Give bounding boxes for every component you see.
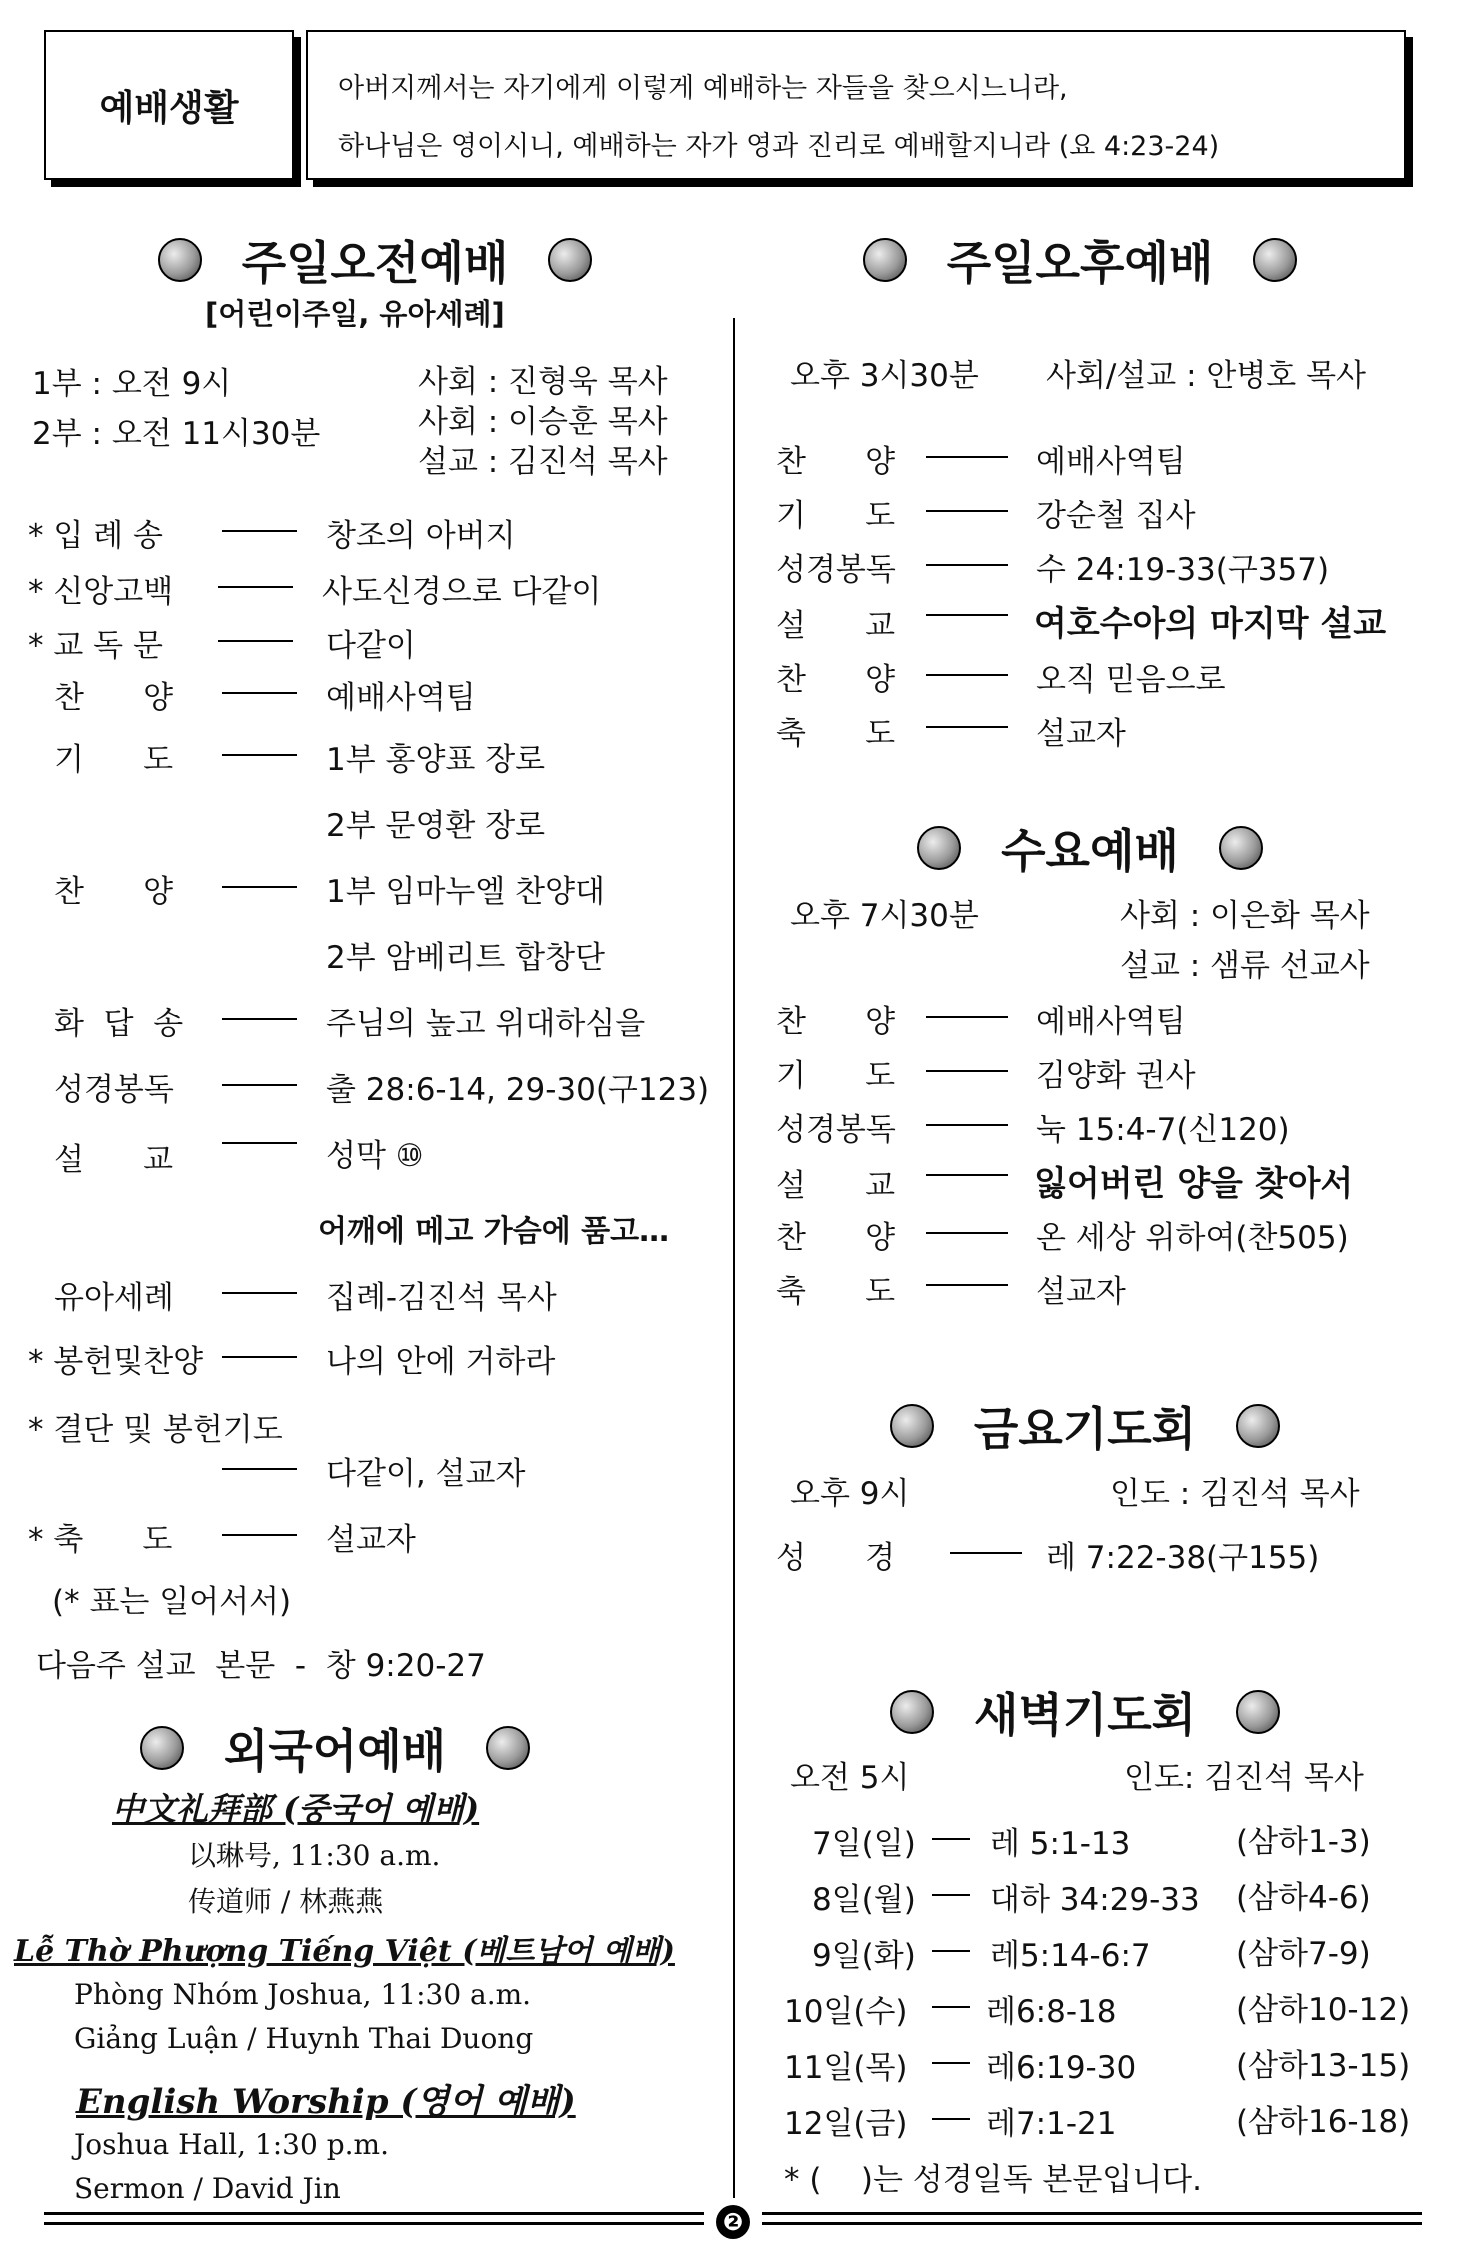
morning-item-label: * 축 도	[28, 1522, 173, 1558]
dawn-day: 10일(수)	[784, 1994, 908, 2030]
dawn-daily-reading: (삼하10-12)	[1236, 1992, 1411, 2028]
wednesday-item-label: 찬 양	[776, 1004, 896, 1040]
bullet-ball-icon	[486, 1726, 530, 1770]
dash-separator	[932, 1894, 970, 1896]
footer-rule-left	[44, 2212, 704, 2215]
dawn-title: 새벽기도회	[973, 1688, 1197, 1742]
dash-separator	[222, 692, 297, 694]
bullet-ball-icon	[1219, 826, 1263, 870]
morning-item-value: 집례-김진석 목사	[326, 1280, 557, 1316]
dash-separator	[926, 1174, 1008, 1176]
morning-item-value: 설교자	[326, 1522, 416, 1558]
bullet-ball-icon	[890, 1690, 934, 1734]
dash-separator	[222, 1084, 297, 1086]
dawn-day: 7일(일)	[812, 1826, 916, 1862]
dash-separator	[926, 1070, 1008, 1072]
vietnamese-service-title: Lễ Thờ Phượng Tiếng Việt (베트남어 예배)	[14, 1934, 675, 1969]
dash-separator	[932, 1838, 970, 1840]
morning-item-label: * 입 례 송	[28, 518, 163, 554]
english-service-title: English Worship (영어 예배)	[76, 2082, 576, 2122]
afternoon-time: 오후 3시30분	[790, 358, 979, 394]
header-verse-box	[306, 30, 1406, 180]
dash-separator	[926, 614, 1008, 616]
chinese-service-title: 中文礼拜部 (중국어 예배)	[112, 1790, 480, 1828]
next-week-scripture: 다음주 설교 본문 - 창 9:20-27	[36, 1648, 486, 1684]
morning-sermon-title: 어깨에 메고 가슴에 품고…	[318, 1214, 670, 1249]
dash-separator	[926, 1232, 1008, 1234]
morning-title: 주일오전예배	[241, 236, 509, 290]
dawn-time: 오전 5시	[790, 1760, 910, 1796]
vietnamese-service-line-2: Giảng Luận / Huynh Thai Duong	[74, 2022, 534, 2055]
morning-item-value: 주님의 높고 위대하심을	[326, 1006, 646, 1042]
dash-separator	[222, 1018, 297, 1020]
wednesday-item-value: 눅 15:4-7(신120)	[1036, 1112, 1290, 1148]
bullet-ball-icon	[548, 238, 592, 282]
header-title-box	[44, 30, 294, 180]
dawn-heading	[860, 1680, 1310, 1744]
dash-separator	[926, 510, 1008, 512]
dash-separator	[932, 1950, 970, 1952]
dash-separator	[222, 1356, 297, 1358]
friday-title: 금요기도회	[973, 1402, 1197, 1456]
morning-item-value: 출 28:6-14, 29-30(구123)	[326, 1072, 710, 1108]
bullet-ball-icon	[1236, 1404, 1280, 1448]
friday-scripture: 레 7:22-38(구155)	[1046, 1540, 1320, 1576]
bullet-ball-icon	[140, 1726, 184, 1770]
page-number: ❷	[716, 2205, 750, 2239]
bullet-ball-icon	[1253, 238, 1297, 282]
morning-item-value: 1부 홍양표 장로	[326, 742, 546, 778]
morning-preacher: 설교 : 김진석 목사	[418, 444, 668, 480]
dash-separator	[222, 886, 297, 888]
wednesday-item-value: 예배사역팀	[1036, 1004, 1186, 1040]
morning-leader-1: 사회 : 진형욱 목사	[418, 364, 668, 400]
dash-separator	[222, 530, 297, 532]
afternoon-item-label: 축 도	[776, 716, 896, 752]
morning-service-1-time: 1부 : 오전 9시	[32, 366, 232, 402]
morning-item-value: 성막 ⑩	[326, 1138, 424, 1174]
morning-item-value: 1부 임마누엘 찬양대	[326, 874, 605, 910]
morning-item-label: 찬 양	[54, 874, 174, 910]
friday-scripture-label: 성 경	[776, 1540, 896, 1576]
morning-service-2-time: 2부 : 오전 11시30분	[32, 416, 321, 452]
dawn-text: 대하 34:29-33	[990, 1882, 1200, 1918]
dash-separator	[926, 1124, 1008, 1126]
morning-item-value: 창조의 아버지	[326, 518, 516, 554]
dash-separator	[222, 1534, 297, 1536]
afternoon-item-label: 찬 양	[776, 662, 896, 698]
afternoon-leader: 사회/설교 : 안병호 목사	[1046, 358, 1366, 394]
footer-rule-right	[762, 2222, 1422, 2225]
foreign-heading	[110, 1716, 560, 1780]
morning-item-label: * 결단 및 봉헌기도	[28, 1412, 283, 1448]
afternoon-item-value: 강순철 집사	[1036, 498, 1196, 534]
dawn-daily-reading: (삼하16-18)	[1236, 2104, 1411, 2140]
afternoon-item-label: 찬 양	[776, 444, 896, 480]
bullet-ball-icon	[863, 238, 907, 282]
dash-separator	[950, 1552, 1022, 1554]
english-service-line-2: Sermon / David Jin	[74, 2172, 341, 2205]
dawn-day: 12일(금)	[784, 2106, 908, 2142]
column-divider	[733, 318, 735, 2198]
header-verse-line-2: 하나님은 영이시니, 예배하는 자가 영과 진리로 예배할지니라 (요 4:23-24)	[338, 131, 1220, 162]
dash-separator	[222, 754, 297, 756]
morning-item-value: 2부 암베리트 합창단	[326, 940, 605, 976]
dawn-day: 9일(화)	[812, 1938, 916, 1974]
afternoon-item-value: 오직 믿음으로	[1036, 662, 1226, 698]
wednesday-preacher: 설교 : 샘류 선교사	[1120, 948, 1370, 984]
morning-item-value: 나의 안에 거하라	[326, 1344, 556, 1380]
bullet-ball-icon	[890, 1404, 934, 1448]
dash-separator	[932, 2062, 970, 2064]
wednesday-item-value: 온 세상 위하여(찬505)	[1036, 1220, 1349, 1256]
friday-heading	[860, 1394, 1310, 1458]
afternoon-item-value: 예배사역팀	[1036, 444, 1186, 480]
morning-item-value: 사도신경으로 다같이	[322, 574, 602, 610]
dash-separator	[932, 2118, 970, 2120]
wednesday-item-label: 성경봉독	[776, 1112, 896, 1148]
dawn-daily-reading: (삼하13-15)	[1236, 2048, 1411, 2084]
foreign-title: 외국어예배	[223, 1724, 447, 1778]
wednesday-item-label: 기 도	[776, 1058, 896, 1094]
dawn-daily-reading: (삼하4-6)	[1236, 1880, 1371, 1916]
bullet-ball-icon	[1236, 1690, 1280, 1734]
dawn-text: 레 5:1-13	[990, 1826, 1131, 1862]
dash-separator	[222, 1292, 297, 1294]
dash-separator	[926, 456, 1008, 458]
dash-separator	[926, 674, 1008, 676]
morning-standing-note: (* 표는 일어서서)	[52, 1584, 292, 1620]
dash-separator	[932, 2006, 970, 2008]
wednesday-sermon-title: 잃어버린 양을 찾아서	[1034, 1164, 1354, 1204]
dash-separator	[926, 726, 1008, 728]
wednesday-item-label: 축 도	[776, 1274, 896, 1310]
morning-item-value: 다같이	[326, 628, 416, 664]
dawn-reading-note: * ( )는 성경일독 본문입니다.	[784, 2162, 1202, 2198]
chinese-service-line-2: 传道师 / 林燕燕	[188, 1885, 384, 1918]
dawn-text: 레6:19-30	[986, 2050, 1137, 2086]
footer-rule-left	[44, 2222, 704, 2225]
morning-subtitle: [어린이주일, 유아세례]	[205, 297, 505, 331]
afternoon-title: 주일오후예배	[946, 236, 1214, 290]
afternoon-item-label: 설 교	[776, 608, 896, 644]
footer-rule-right	[762, 2212, 1422, 2215]
afternoon-item-value: 설교자	[1036, 716, 1126, 752]
friday-leader: 인도 : 김진석 목사	[1110, 1476, 1360, 1512]
wednesday-leader: 사회 : 이은화 목사	[1120, 898, 1370, 934]
dash-separator	[926, 564, 1008, 566]
dash-separator	[218, 586, 293, 588]
morning-item-label: 설 교	[54, 1142, 174, 1178]
english-service-line-1: Joshua Hall, 1:30 p.m.	[74, 2128, 389, 2161]
afternoon-sermon-title: 여호수아의 마지막 설교	[1034, 604, 1387, 644]
morning-item-label: * 봉헌및찬양	[28, 1344, 204, 1380]
dawn-text: 레7:1-21	[986, 2106, 1117, 2142]
dawn-text: 레5:14-6:7	[990, 1938, 1151, 1974]
wednesday-title: 수요예배	[1001, 824, 1179, 878]
wednesday-item-value: 설교자	[1036, 1274, 1126, 1310]
dash-separator	[926, 1284, 1008, 1286]
dawn-day: 11일(목)	[784, 2050, 908, 2086]
afternoon-item-label: 성경봉독	[776, 552, 896, 588]
wednesday-heading	[870, 816, 1310, 880]
wednesday-item-label: 설 교	[776, 1168, 896, 1204]
morning-item-label: 유아세례	[54, 1280, 174, 1316]
friday-time: 오후 9시	[790, 1476, 910, 1512]
morning-item-label: 기 도	[54, 742, 174, 778]
wednesday-item-value: 김양화 권사	[1036, 1058, 1196, 1094]
morning-item-label: * 신앙고백	[28, 574, 174, 610]
chinese-service-line-1: 以琳号, 11:30 a.m.	[188, 1839, 441, 1872]
afternoon-item-value: 수 24:19-33(구357)	[1036, 552, 1330, 588]
dawn-day: 8일(월)	[812, 1882, 916, 1918]
morning-heading	[150, 228, 600, 292]
vietnamese-service-line-1: Phòng Nhóm Joshua, 11:30 a.m.	[74, 1978, 532, 2011]
header-verse-line-1: 아버지께서는 자기에게 이렇게 예배하는 자들을 찾으시느니라,	[338, 73, 1068, 104]
header-title: 예배생활	[99, 87, 239, 129]
morning-item-value: 예배사역팀	[326, 680, 476, 716]
dawn-leader: 인도: 김진석 목사	[1124, 1760, 1364, 1796]
wednesday-item-label: 찬 양	[776, 1220, 896, 1256]
morning-item-label: 찬 양	[54, 680, 174, 716]
bullet-ball-icon	[917, 826, 961, 870]
wednesday-time: 오후 7시30분	[790, 898, 979, 934]
morning-item-label: 성경봉독	[54, 1072, 174, 1108]
morning-item-label: * 교 독 문	[28, 628, 163, 664]
bullet-ball-icon	[158, 238, 202, 282]
afternoon-heading	[850, 228, 1310, 292]
dash-separator	[218, 640, 293, 642]
morning-leader-2: 사회 : 이승훈 목사	[418, 404, 668, 440]
morning-item-value: 2부 문영환 장로	[326, 808, 546, 844]
afternoon-item-label: 기 도	[776, 498, 896, 534]
dash-separator	[222, 1468, 297, 1470]
dash-separator	[926, 1016, 1008, 1018]
morning-item-value: 다같이, 설교자	[326, 1456, 526, 1492]
dawn-text: 레6:8-18	[986, 1994, 1117, 2030]
dawn-daily-reading: (삼하1-3)	[1236, 1824, 1371, 1860]
dawn-daily-reading: (삼하7-9)	[1236, 1936, 1371, 1972]
dash-separator	[222, 1142, 297, 1144]
morning-item-label: 화 답 송	[54, 1006, 184, 1042]
